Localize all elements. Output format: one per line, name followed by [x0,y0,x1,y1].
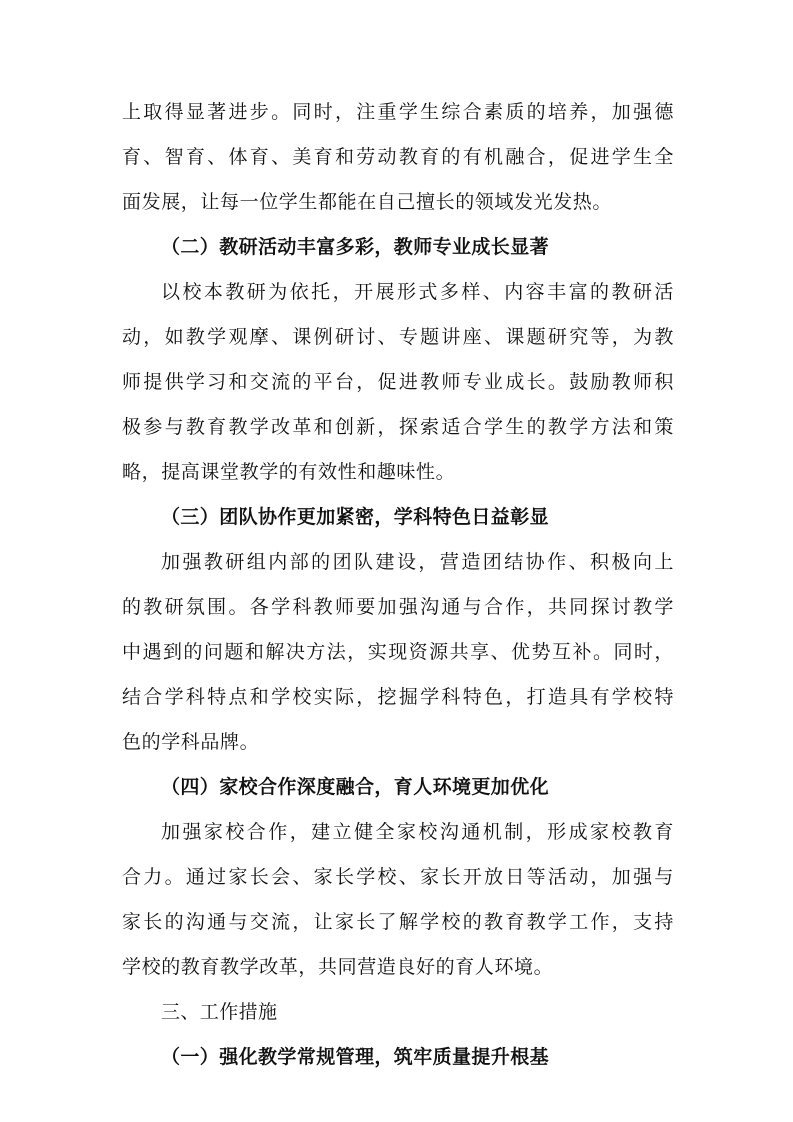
paragraph-line: 结合学科特点和学校实际，挖掘学科特色，打造具有学校特 [122,686,674,708]
paragraph-line: 中遇到的问题和解决方法，实现资源共享、优势互补。同时， [122,641,674,663]
paragraph-line: 以校本教研为依托，开展形式多样、内容丰富的教研活 [161,281,674,303]
paragraph-line: 上取得显著进步。同时，注重学生综合素质的培养，加强德 [122,101,674,123]
paragraph-line: 加强家校合作，建立健全家校沟通机制，形成家校教育 [161,821,674,843]
paragraph-line: 略，提高课堂教学的有效性和趣味性。 [122,461,456,483]
section-heading: （四）家校合作深度融合，育人环境更加优化 [161,776,550,798]
paragraph-line: 的教研氛围。各学科教师要加强沟通与合作，共同探讨教学 [122,596,674,618]
paragraph-line: 动，如教学观摩、课例研讨、专题讲座、课题研究等，为教 [122,326,674,348]
section-heading: （二）教研活动丰富多彩，教师专业成长显著 [161,236,550,258]
paragraph-line: 合力。通过家长会、家长学校、家长开放日等活动，加强与 [122,866,674,888]
paragraph-line: 面发展，让每一位学生都能在自己擅长的领域发光发热。 [122,191,613,213]
paragraph-line: 家长的沟通与交流，让家长了解学校的教育教学工作，支持 [122,911,674,933]
paragraph-line: 师提供学习和交流的平台，促进教师专业成长。鼓励教师积 [122,371,674,393]
section-heading: （三）团队协作更加紧密，学科特色日益彰显 [161,506,550,528]
section-heading: （一）强化教学常规管理，筑牢质量提升根基 [161,1046,550,1068]
paragraph-line: 极参与教育教学改革和创新，探索适合学生的教学方法和策 [122,416,674,438]
paragraph-line: 色的学科品牌。 [122,731,260,753]
paragraph-line: 育、智育、体育、美育和劳动教育的有机融合，促进学生全 [122,146,674,168]
paragraph-line: 学校的教育教学改革，共同营造良好的育人环境。 [122,956,554,978]
chapter-heading: 三、工作措施 [161,1001,278,1023]
paragraph-line: 加强教研组内部的团队建设，营造团结协作、积极向上 [161,551,674,573]
